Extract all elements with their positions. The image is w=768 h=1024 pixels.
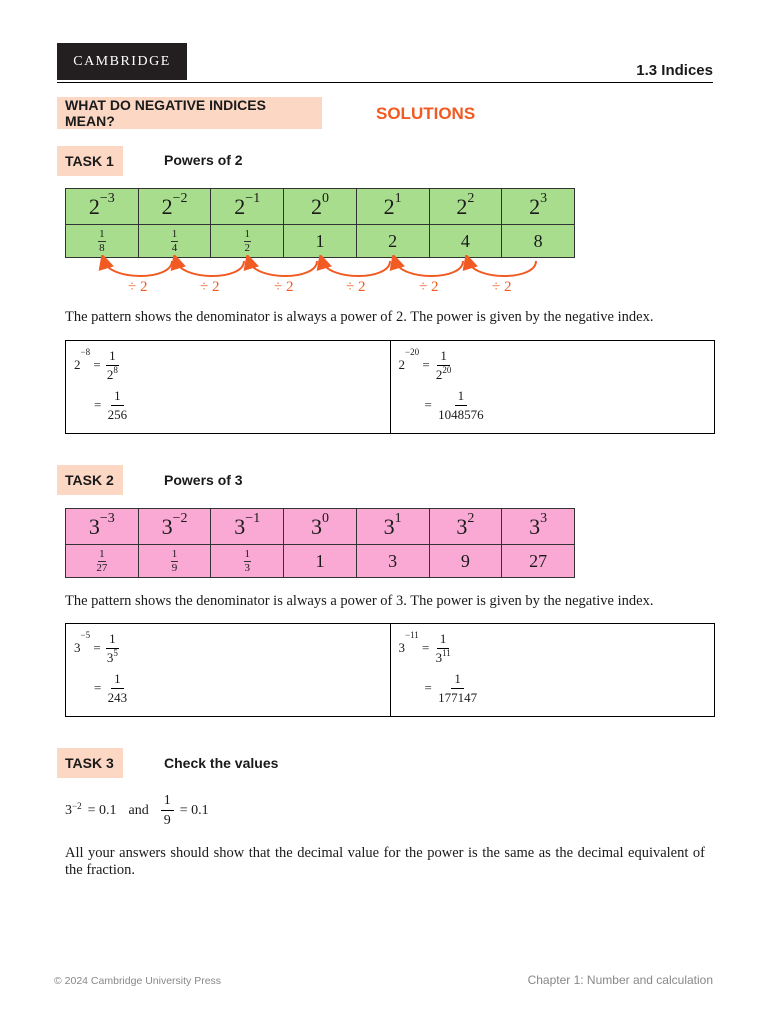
working-line-2: = $\frac{1}{243}$	[94, 671, 128, 706]
task1-title: Powers of 2	[164, 152, 243, 168]
value-cell: $\frac{1}{2}$	[211, 225, 284, 258]
power-cell: $2^{-3}$	[66, 189, 139, 225]
working-line-1: $3^{-11}$ = $\frac{1}{3^{11}}$	[398, 630, 451, 666]
value-cell: 8	[502, 225, 575, 258]
task3-tag-text: TASK 3	[65, 755, 114, 771]
workings-left	[66, 341, 390, 433]
task1-workings-box	[65, 340, 715, 434]
powers-of-3-table	[65, 508, 575, 578]
power-cell: $2^2$	[429, 189, 502, 225]
power-expression: $3^{-2}$	[65, 800, 82, 818]
power-cell: $2^{-2}$	[138, 189, 211, 225]
workings-right	[390, 624, 715, 716]
working-line-2: = $\frac{1}{1048576}$	[424, 388, 484, 423]
footer-chapter: Chapter 1: Number and calculation	[527, 973, 713, 987]
task3-tag	[57, 748, 123, 778]
task1-pattern-text: The pattern shows the denominator is always a power of 2. The power is given by the negative index.	[65, 309, 654, 325]
value-cell: 27	[502, 545, 575, 578]
arrow-label: ÷ 2	[274, 279, 294, 295]
value-cell: 9	[429, 545, 502, 578]
value-cell: $\frac{1}{8}$	[66, 225, 139, 258]
arrow	[468, 261, 536, 276]
arrow-label: ÷ 2	[346, 279, 366, 295]
power-cell: $2^{-1}$	[211, 189, 284, 225]
fraction-decimal: = 0.1	[179, 802, 209, 818]
cambridge-logo	[57, 43, 187, 80]
power-cell: $2^3$	[502, 189, 575, 225]
arrow-label: ÷ 2	[128, 279, 148, 295]
power-cell: $3^{-3}$	[66, 509, 139, 545]
fraction: $\frac{1}{9}$	[161, 793, 174, 829]
working-line-2: = $\frac{1}{177147}$	[424, 671, 478, 706]
arrow-label: ÷ 2	[492, 279, 512, 295]
values-row	[66, 545, 575, 578]
value-cell: $\frac{1}{4}$	[138, 225, 211, 258]
working-line-1: $2^{-20}$ = $\frac{1}{2^{20}}$	[398, 347, 452, 383]
power-cell: $3^3$	[502, 509, 575, 545]
powers-row	[66, 509, 575, 545]
arrow-label: ÷ 2	[419, 279, 439, 295]
task2-workings-box	[65, 623, 715, 717]
workings-right	[390, 341, 715, 433]
power-cell: $2^1$	[356, 189, 429, 225]
arrow	[104, 261, 172, 276]
arrow-label: ÷ 2	[200, 279, 220, 295]
intro-heading-text: WHAT DO NEGATIVE INDICES MEAN?	[65, 97, 266, 129]
task2-tag-text: TASK 2	[65, 472, 114, 488]
header-divider	[57, 82, 713, 83]
power-cell: $2^0$	[284, 189, 357, 225]
value-cell: $\frac{1}{9}$	[138, 545, 211, 578]
solutions-label: SOLUTIONS	[376, 104, 476, 123]
power-cell: $3^2$	[429, 509, 502, 545]
task2-tag	[57, 465, 123, 495]
intro-heading	[57, 97, 322, 129]
value-cell: $\frac{1}{27}$	[66, 545, 139, 578]
footer-copyright: © 2024 Cambridge University Press	[54, 975, 222, 987]
task1-tag	[57, 146, 123, 176]
arrow	[176, 261, 244, 276]
arrow	[322, 261, 390, 276]
value-cell: 3	[356, 545, 429, 578]
value-cell: 4	[429, 225, 502, 258]
working-line-2: = $\frac{1}{256}$	[94, 388, 128, 423]
working-line-1: $2^{-8}$ = $\frac{1}{2^8}$	[74, 347, 118, 383]
power-cell: $3^1$	[356, 509, 429, 545]
workings-left	[66, 624, 390, 716]
value-cell: 2	[356, 225, 429, 258]
logo-text: CAMBRIDGE	[73, 53, 171, 69]
task2-title: Powers of 3	[164, 472, 243, 488]
task2-pattern-text: The pattern shows the denominator is always a power of 3. The power is given by the negative index.	[65, 593, 654, 609]
power-decimal: = 0.1	[87, 802, 117, 818]
arrow	[249, 261, 317, 276]
value-cell: 1	[284, 545, 357, 578]
powers-of-2-table	[65, 188, 575, 258]
task3-check-line	[65, 793, 209, 829]
value-cell: $\frac{1}{3}$	[211, 545, 284, 578]
arrow	[395, 261, 463, 276]
values-row	[66, 225, 575, 258]
working-line-1: $3^{-5}$ = $\frac{1}{3^5}$	[74, 630, 118, 666]
power-cell: $3^{-2}$	[138, 509, 211, 545]
powers-row	[66, 189, 575, 225]
power-cell: $3^{-1}$	[211, 509, 284, 545]
task1-tag-text: TASK 1	[65, 153, 114, 169]
value-cell: 1	[284, 225, 357, 258]
task3-conclusion: All your answers should show that the decimal value for the power is the same as the decimal equivalent of the fraction.	[65, 845, 705, 878]
task3-title: Check the values	[164, 755, 279, 771]
power-cell: $3^0$	[284, 509, 357, 545]
section-title: 1.3 Indices	[636, 62, 713, 79]
and-word: and	[128, 802, 149, 818]
